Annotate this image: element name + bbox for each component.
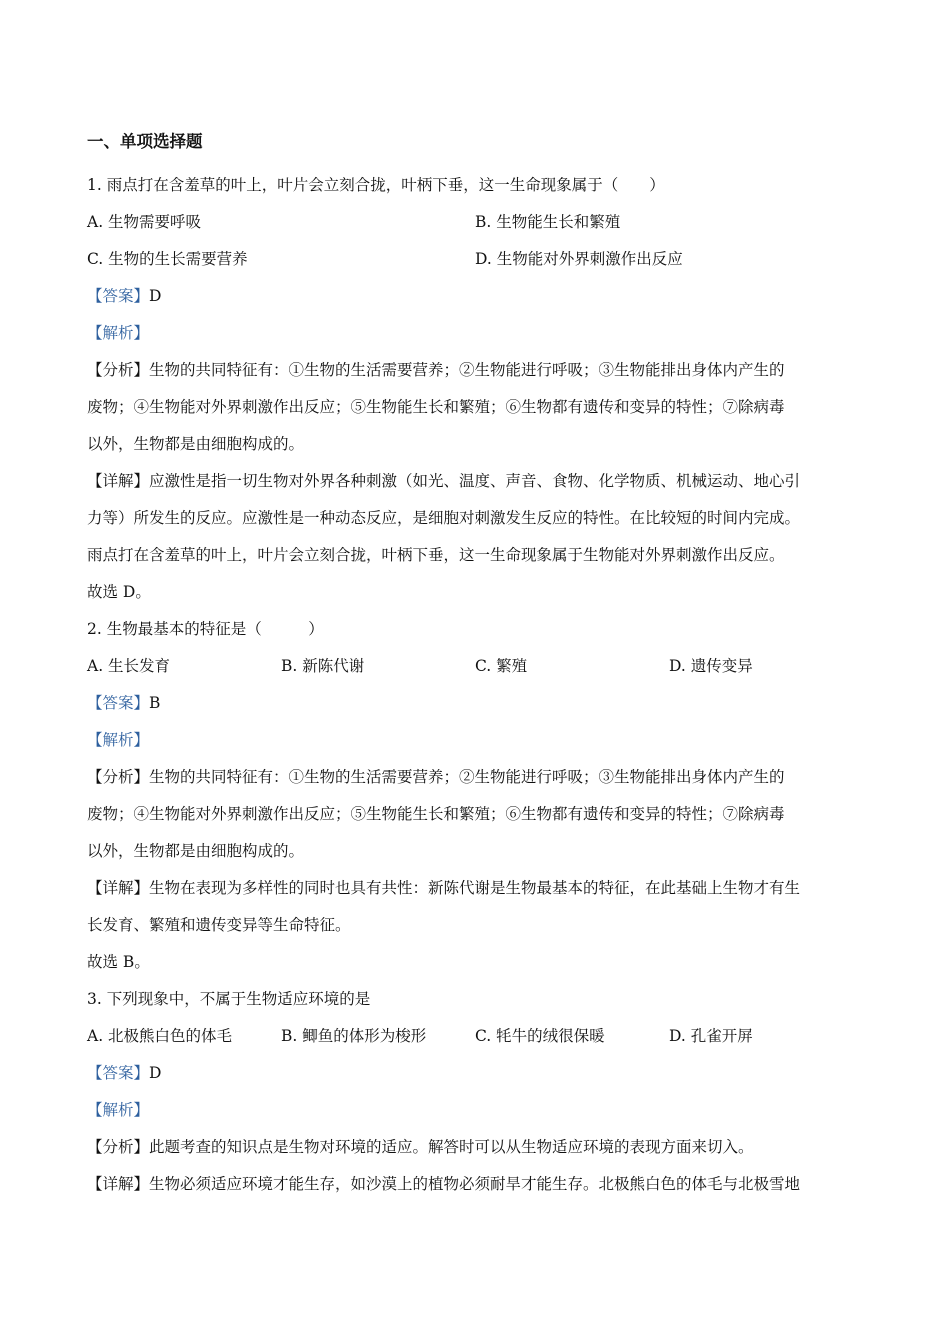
option-a: A. 生长发育 xyxy=(87,657,171,675)
options-row xyxy=(87,204,867,241)
question-2 xyxy=(87,611,867,981)
fenxi-label: 【分析】 xyxy=(87,768,150,786)
answer-value: D xyxy=(149,287,162,305)
answer-label: 【答案】 xyxy=(87,1064,150,1082)
option-a: A. 北极熊白色的体毛 xyxy=(87,1027,233,1045)
question-stem: 1. 雨点打在含羞草的叶上，叶片会立刻合拢，叶柄下垂，这一生命现象属于（ ） xyxy=(87,176,665,194)
xiangjie-text: 力等）所发生的反应。应激性是一种动态反应，是细胞对刺激发生反应的特性。在比较短的时间内完成。 xyxy=(87,509,801,527)
option-b: B. 新陈代谢 xyxy=(281,657,365,675)
conclusion: 故选 D。 xyxy=(87,583,151,601)
options-row xyxy=(87,241,867,278)
option-b: B. 生物能生长和繁殖 xyxy=(475,213,621,231)
question-1 xyxy=(87,167,867,611)
fenxi-text: 以外，生物都是由细胞构成的。 xyxy=(87,435,305,453)
answer-label: 【答案】 xyxy=(87,287,150,305)
option-a: A. 生物需要呼吸 xyxy=(87,213,202,231)
document-page xyxy=(87,130,867,1203)
answer-value: D xyxy=(149,1064,162,1082)
options-row xyxy=(87,1018,867,1055)
xiangjie-paragraph xyxy=(87,463,867,574)
analysis-label: 【解析】 xyxy=(87,1101,150,1119)
fenxi-paragraph xyxy=(87,1129,867,1166)
xiangjie-label: 【详解】 xyxy=(87,879,150,897)
answer-value: B xyxy=(149,694,161,712)
analysis-label: 【解析】 xyxy=(87,731,150,749)
fenxi-label: 【分析】 xyxy=(87,1138,150,1156)
answer-label: 【答案】 xyxy=(87,694,150,712)
question-stem: 2. 生物最基本的特征是（ ） xyxy=(87,620,324,638)
options-row xyxy=(87,648,867,685)
xiangjie-text: 生物在表现为多样性的同时也具有共性：新陈代谢是生物最基本的特征，在此基础上生物才有生 xyxy=(149,879,801,897)
fenxi-text: 生物的共同特征有：①生物的生活需要营养；②生物能进行呼吸；③生物能排出身体内产生的 xyxy=(149,768,785,786)
fenxi-text: 废物；④生物能对外界刺激作出反应；⑤生物能生长和繁殖；⑥生物都有遗传和变异的特性；⑦除病毒 xyxy=(87,805,785,823)
fenxi-label: 【分析】 xyxy=(87,361,150,379)
fenxi-text: 废物；④生物能对外界刺激作出反应；⑤生物能生长和繁殖；⑥生物都有遗传和变异的特性；⑦除病毒 xyxy=(87,398,785,416)
xiangjie-text: 生物必须适应环境才能生存，如沙漠上的植物必须耐旱才能生存。北极熊白色的体毛与北极雪地 xyxy=(149,1175,801,1193)
xiangjie-label: 【详解】 xyxy=(87,1175,150,1193)
option-d: D. 遗传变异 xyxy=(669,657,753,675)
fenxi-paragraph xyxy=(87,352,867,463)
option-b: B. 鲫鱼的体形为梭形 xyxy=(281,1027,427,1045)
answer-line xyxy=(87,1055,867,1092)
answer-line xyxy=(87,685,867,722)
xiangjie-label: 【详解】 xyxy=(87,472,150,490)
fenxi-text: 生物的共同特征有：①生物的生活需要营养；②生物能进行呼吸；③生物能排出身体内产生的 xyxy=(149,361,785,379)
fenxi-text: 以外，生物都是由细胞构成的。 xyxy=(87,842,305,860)
xiangjie-text: 雨点打在含羞草的叶上，叶片会立刻合拢，叶柄下垂，这一生命现象属于生物能对外界刺激作出反应。 xyxy=(87,546,785,564)
xiangjie-paragraph xyxy=(87,1166,867,1203)
analysis-label: 【解析】 xyxy=(87,324,150,342)
option-c: C. 生物的生长需要营养 xyxy=(87,250,248,268)
xiangjie-text: 长发育、繁殖和遗传变异等生命特征。 xyxy=(87,916,351,934)
xiangjie-text: 应激性是指一切生物对外界各种刺激（如光、温度、声音、食物、化学物质、机械运动、地心引 xyxy=(149,472,801,490)
option-c: C. 牦牛的绒很保暖 xyxy=(475,1027,605,1045)
fenxi-paragraph xyxy=(87,759,867,870)
option-d: D. 孔雀开屏 xyxy=(669,1027,753,1045)
question-3 xyxy=(87,981,867,1203)
answer-line xyxy=(87,278,867,315)
section-title: 一、单项选择题 xyxy=(87,132,203,151)
option-d: D. 生物能对外界刺激作出反应 xyxy=(475,250,683,268)
option-c: C. 繁殖 xyxy=(475,657,528,675)
conclusion: 故选 B。 xyxy=(87,953,150,971)
xiangjie-paragraph xyxy=(87,870,867,944)
fenxi-text: 此题考查的知识点是生物对环境的适应。解答时可以从生物适应环境的表现方面来切入。 xyxy=(149,1138,754,1156)
question-stem: 3. 下列现象中，不属于生物适应环境的是 xyxy=(87,990,371,1008)
